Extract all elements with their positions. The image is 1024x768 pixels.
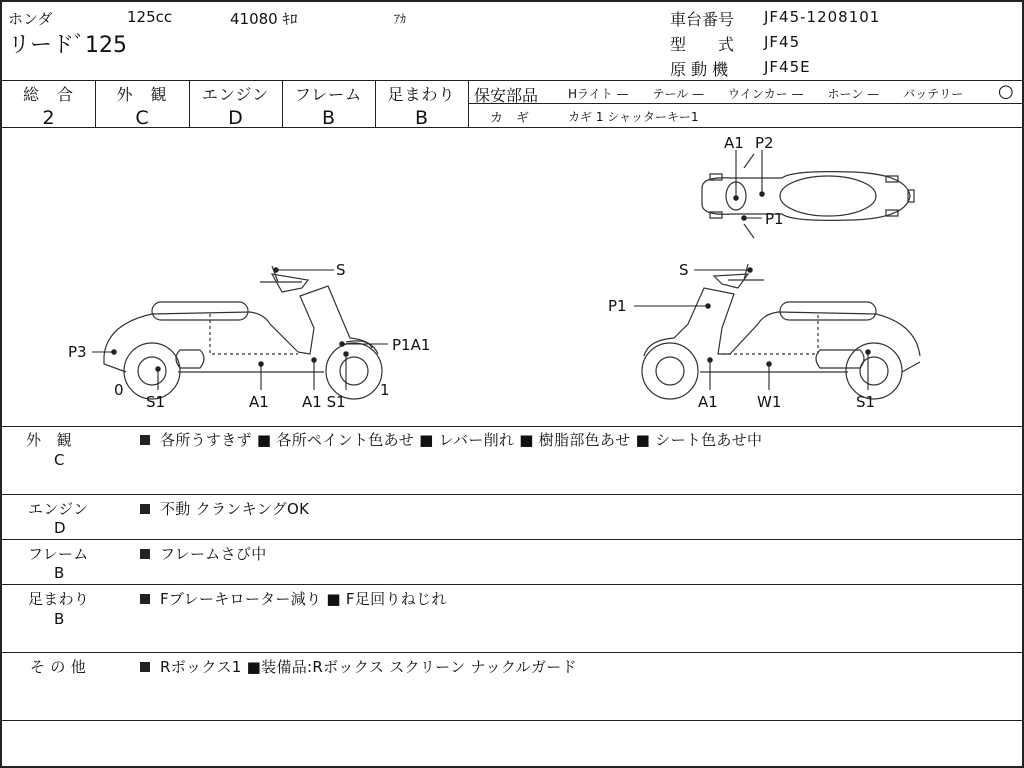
note-text-value: Fブレーキローター減り ■ F足回りねじれ [160, 590, 447, 608]
safety-items: Hライト — テール — ウインカー — ホーン — バッテリー [568, 87, 964, 101]
note-label: フレーム [28, 545, 89, 563]
displacement: 125cc [127, 8, 173, 26]
note-text [140, 543, 267, 564]
note-grade: C [54, 451, 65, 469]
grade-value: D [228, 107, 243, 129]
note-text [140, 429, 762, 450]
grade-value: B [414, 107, 429, 129]
color: ｱｶ [394, 12, 407, 26]
note-label: そ の 他 [30, 658, 87, 676]
type-label: 型 式 [670, 35, 735, 54]
diagram-label-a1: A1 [724, 134, 744, 152]
note-text [140, 656, 577, 677]
diagram-label-a1s1: A1 S1 [302, 393, 346, 411]
diagram-label-p3: P3 [68, 343, 87, 361]
grade-label: エンジン [201, 85, 270, 104]
engine-value: JF45E [764, 58, 811, 76]
diagram-label-w1: W1 [757, 393, 782, 411]
grade-label: フレーム [294, 85, 363, 104]
maker: ホンダ [8, 10, 53, 28]
diagram-label-s: S [679, 261, 689, 279]
grade-value: B [321, 107, 336, 129]
note-label: エンジン [28, 500, 89, 518]
diagram-label-a1: A1 [249, 393, 269, 411]
grade-suspension [375, 82, 468, 129]
right-side-scooter [642, 264, 920, 399]
key-label: カ ギ [490, 111, 530, 126]
grade-label: 外 観 [116, 85, 168, 104]
grade-label: 総 合 [22, 85, 74, 104]
note-label: 足まわり [28, 590, 90, 608]
damage-diagram [2, 128, 1024, 426]
diagram-label-p1: P1 [608, 297, 627, 315]
grade-label: 足まわり [387, 85, 456, 104]
diagram-label-p1a1: P1A1 [392, 336, 431, 354]
note-text-value: Rボックス1 ■装備品:Rボックス スクリーン ナックルガード [160, 658, 577, 676]
note-text [140, 498, 309, 519]
diagram-label-zero: 0 [114, 381, 124, 399]
type-value: JF45 [764, 33, 801, 51]
bullet-square-icon [140, 549, 150, 559]
note-label: 外 観 [26, 431, 72, 449]
divider [468, 103, 1024, 104]
frame-number: JF45-1208101 [764, 8, 881, 26]
diagram-label-one: 1 [380, 381, 390, 399]
mileage: 41080 ｷﾛ [230, 10, 298, 28]
note-text-value: 不動 クランキングOK [160, 500, 310, 518]
diagram-label-s1: S1 [856, 393, 876, 411]
grade-engine [189, 82, 282, 129]
key-value: カギ 1 シャッターキー1 [568, 110, 699, 124]
frame-number-label: 車台番号 [670, 10, 735, 29]
top-view-scooter [702, 154, 914, 238]
note-grade: D [54, 519, 66, 537]
engine-label: 原 動 機 [670, 60, 729, 79]
grade-overall [2, 82, 95, 129]
diagram-label-s: S [336, 261, 346, 279]
divider [468, 80, 469, 127]
bullet-square-icon [140, 504, 150, 514]
battery-mark: ○ [998, 81, 1014, 102]
diagram-label-p1: P1 [765, 210, 784, 228]
note-grade: B [54, 610, 65, 628]
model-name: リードﾞ125 [8, 33, 127, 58]
bullet-square-icon [140, 435, 150, 445]
note-text [140, 588, 447, 609]
divider [2, 652, 1024, 653]
note-text-value: フレームさび中 [160, 545, 267, 563]
diagram-label-s1: S1 [146, 393, 166, 411]
divider [2, 426, 1024, 427]
bullet-square-icon [140, 662, 150, 672]
bullet-square-icon [140, 594, 150, 604]
left-side-scooter [104, 266, 382, 399]
grade-value: 2 [42, 107, 55, 129]
diagram-label-a1: A1 [698, 393, 718, 411]
safety-label: 保安部品 [474, 86, 539, 105]
note-grade: B [54, 564, 65, 582]
divider [2, 720, 1024, 721]
diagram-label-p2: P2 [755, 134, 774, 152]
grade-exterior [95, 82, 189, 129]
grade-frame [282, 82, 375, 129]
divider [2, 584, 1024, 585]
divider [2, 494, 1024, 495]
note-text-value: 各所うすきず ■ 各所ペイント色あせ ■ レバー削れ ■ 樹脂部色あせ ■ シート色あせ中 [160, 431, 763, 449]
divider [2, 539, 1024, 540]
grade-value: C [135, 107, 149, 129]
divider [2, 80, 1024, 81]
